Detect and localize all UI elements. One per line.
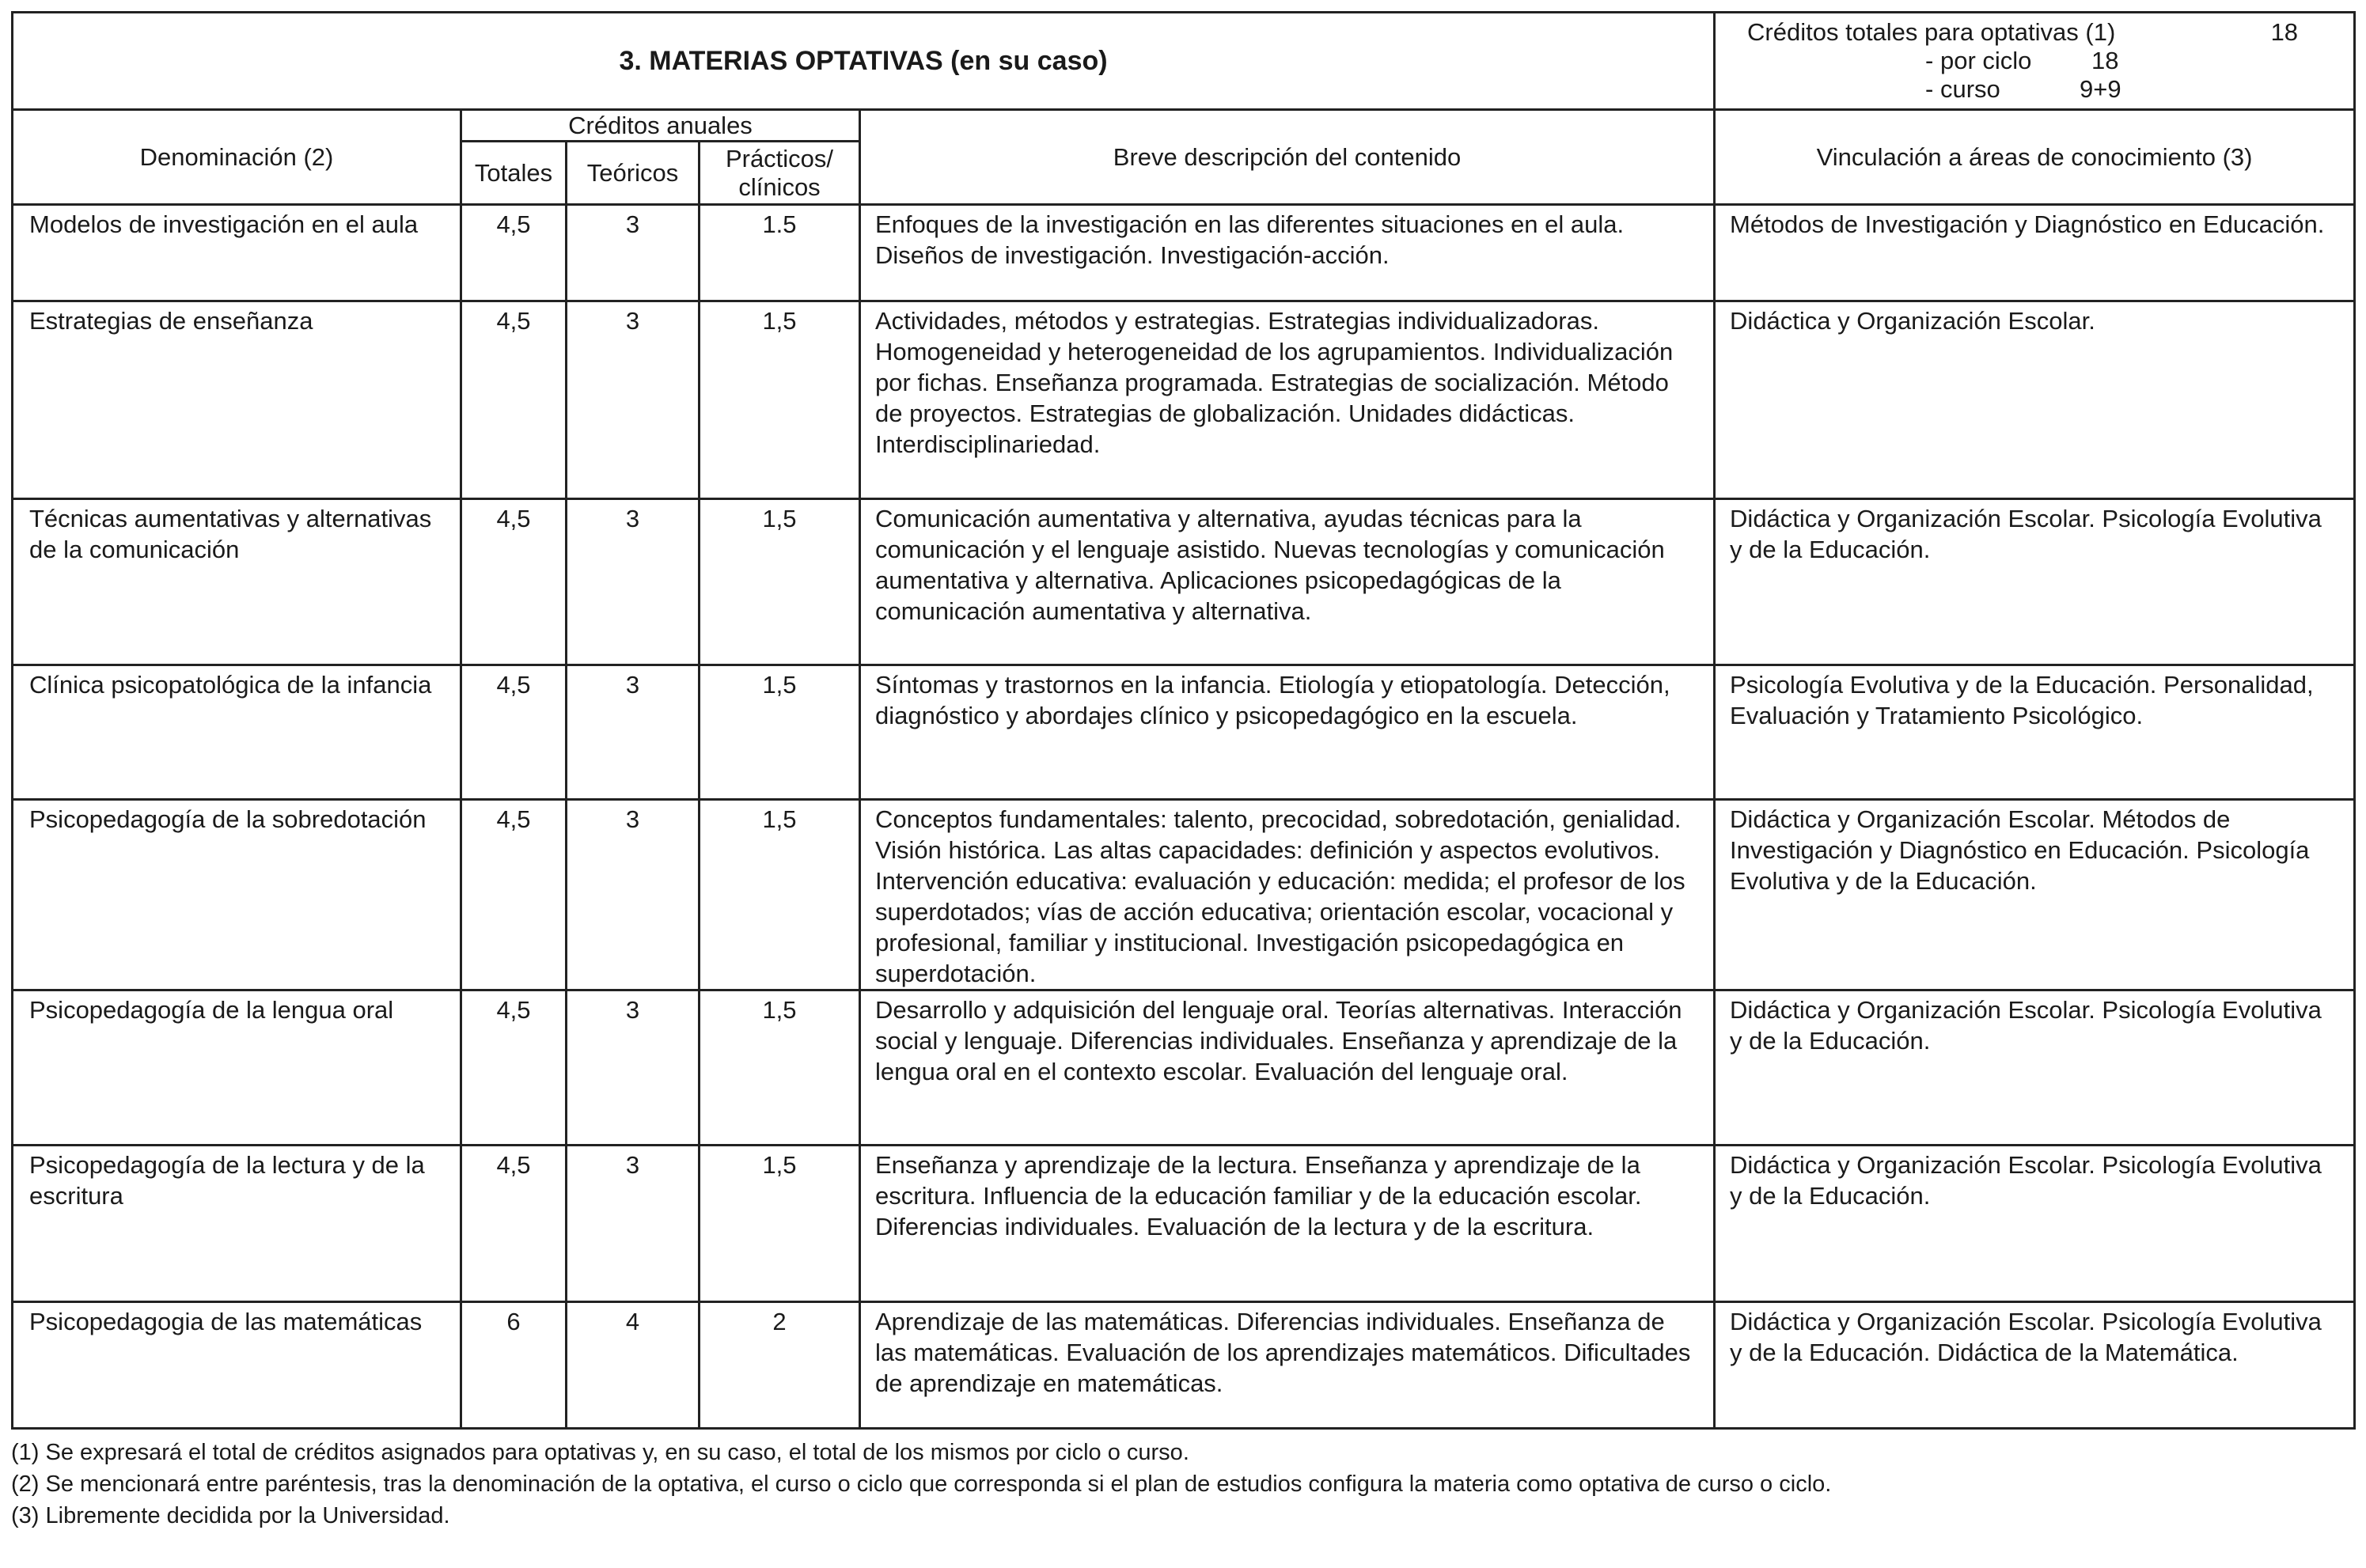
subject-areas: Didáctica y Organización Escolar. Psicología Evolutiva y de la Educación. (1715, 499, 2355, 665)
document-page (11, 11, 2353, 1430)
header-creditos-anuales: Créditos anuales (461, 110, 860, 142)
subject-description: Comunicación aumentativa y alternativa, ayudas técnicas para la comunicación y el lenguaje asistido. Nuevas tecnologías y comunicación aumentativa y alternativa. Aplicaciones psicopedagógicas de la comunicación aumentativa y alternativa. (860, 499, 1715, 665)
credits-ciclo-label: - por ciclo (1925, 47, 2032, 74)
subject-description: Actividades, métodos y estrategias. Estrategias individualizadoras. Homogeneidad y heterogeneidad de los agrupamientos. Individualización por fichas. Enseñanza programada. Estrategias de socialización. Método de proyectos. Estrategias de globalización. Unidades didácticas. Interdisciplinariedad. (860, 301, 1715, 499)
credits-ciclo-row (1747, 47, 2330, 75)
subject-description: Síntomas y trastornos en la infancia. Etiología y etiopatología. Detección, diagnóstico y abordajes clínico y psicopedagógico en la escuela. (860, 665, 1715, 800)
credits-teoricos: 3 (567, 1146, 700, 1302)
credits-practicos: 2 (700, 1302, 860, 1429)
table-row (13, 499, 2355, 665)
subject-description: Desarrollo y adquisición del lenguaje oral. Teorías alternativas. Interacción social y lenguaje. Diferencias individuales. Enseñanza y aprendizaje de la lengua oral en el contexto escolar. Evaluación del lenguaje oral. (860, 990, 1715, 1146)
subject-areas: Métodos de Investigación y Diagnóstico en Educación. (1715, 205, 2355, 301)
credits-practicos: 1,5 (700, 301, 860, 499)
subject-description: Enseñanza y aprendizaje de la lectura. Enseñanza y aprendizaje de la escritura. Influencia de la educación familiar y de la educación escolar. Diferencias individuales. Evaluación de la lectura y de la escritura. (860, 1146, 1715, 1302)
table-row (13, 1302, 2355, 1429)
subject-name: Estrategias de enseñanza (13, 301, 461, 499)
credits-teoricos: 3 (567, 205, 700, 301)
credits-curso-row (1747, 75, 2330, 104)
footnote-2: (2) Se mencionará entre paréntesis, tras la denominación de la optativa, el curso o ciclo que corresponda si el plan de estudios configura la materia como optativa de curso o ciclo. (11, 1471, 1832, 1497)
credits-total-value: 18 (2270, 18, 2299, 46)
subject-description: Aprendizaje de las matemáticas. Diferencias individuales. Enseñanza de las matemáticas. Evaluación de los aprendizajes matemáticos. Dificultades de aprendizaje en matemáticas. (860, 1302, 1715, 1429)
subject-name: Clínica psicopatológica de la infancia (13, 665, 461, 800)
subject-areas: Didáctica y Organización Escolar. Psicología Evolutiva y de la Educación. Didáctica de la Matemática. (1715, 1302, 2355, 1429)
credits-teoricos: 3 (567, 301, 700, 499)
header-denominacion: Denominación (2) (13, 110, 461, 205)
table-row (13, 800, 2355, 990)
subject-name: Modelos de investigación en el aula (13, 205, 461, 301)
header-vinculacion: Vinculación a áreas de conocimiento (3) (1715, 110, 2355, 205)
credits-totales: 4,5 (461, 301, 567, 499)
credits-totales: 4,5 (461, 1146, 567, 1302)
credits-practicos: 1,5 (700, 800, 860, 990)
credits-totales: 4,5 (461, 800, 567, 990)
credits-teoricos: 3 (567, 800, 700, 990)
table-row (13, 205, 2355, 301)
credits-ciclo-value: 18 (2091, 47, 2119, 74)
subject-areas: Psicología Evolutiva y de la Educación. Personalidad, Evaluación y Tratamiento Psicológico. (1715, 665, 2355, 800)
credits-totales: 4,5 (461, 665, 567, 800)
header-descripcion: Breve descripción del contenido (860, 110, 1715, 205)
header-totales: Totales (461, 142, 567, 205)
subject-name: Técnicas aumentativas y alternativas de la comunicación (13, 499, 461, 665)
credits-practicos: 1.5 (700, 205, 860, 301)
credits-totales: 4,5 (461, 499, 567, 665)
subject-description: Enfoques de la investigación en las diferentes situaciones en el aula. Diseños de investigación. Investigación-acción. (860, 205, 1715, 301)
subject-name: Psicopedagogía de la lectura y de la escritura (13, 1146, 461, 1302)
subject-areas: Didáctica y Organización Escolar. Métodos de Investigación y Diagnóstico en Educación. Psicología Evolutiva y de la Educación. (1715, 800, 2355, 990)
subject-areas: Didáctica y Organización Escolar. (1715, 301, 2355, 499)
credits-teoricos: 3 (567, 665, 700, 800)
header-teoricos: Teóricos (567, 142, 700, 205)
optional-subjects-table (11, 11, 2356, 1430)
subject-areas: Didáctica y Organización Escolar. Psicología Evolutiva y de la Educación. (1715, 990, 2355, 1146)
credits-total-row (1747, 18, 2330, 47)
footnote-1: (1) Se expresará el total de créditos asignados para optativas y, en su caso, el total de los mismos por ciclo o curso. (11, 1440, 1189, 1465)
title-row (13, 13, 2355, 110)
credits-totales: 4,5 (461, 990, 567, 1146)
subject-areas: Didáctica y Organización Escolar. Psicología Evolutiva y de la Educación. (1715, 1146, 2355, 1302)
credits-curso-label: - curso (1925, 75, 2000, 103)
section-title: 3. MATERIAS OPTATIVAS (en su caso) (13, 13, 1715, 110)
header-row-1 (13, 110, 2355, 142)
table-row (13, 665, 2355, 800)
credits-practicos: 1,5 (700, 1146, 860, 1302)
table-row (13, 1146, 2355, 1302)
credits-total-label: Créditos totales para optativas (1) (1747, 18, 2116, 46)
table-row (13, 301, 2355, 499)
credits-practicos: 1,5 (700, 665, 860, 800)
credits-curso-value: 9+9 (2080, 75, 2121, 103)
header-practicos: Prácticos/ clínicos (700, 142, 860, 205)
subject-description: Conceptos fundamentales: talento, precocidad, sobredotación, genialidad. Visión histórica. Las altas capacidades: definición y aspectos evolutivos. Intervención educativa: evaluación y educación: medida; el profesor de los superdotados; vías de acción educativa; orientación escolar, vocacional y profesional, familiar y institucional. Investigación psicopedagógica en superdotación. (860, 800, 1715, 990)
credits-practicos: 1,5 (700, 499, 860, 665)
credits-practicos: 1,5 (700, 990, 860, 1146)
subject-name: Psicopedagogía de la lengua oral (13, 990, 461, 1146)
subject-name: Psicopedagogía de la sobredotación (13, 800, 461, 990)
footnotes (11, 1437, 1831, 1532)
credits-teoricos: 4 (567, 1302, 700, 1429)
footnote-3: (3) Libremente decidida por la Universidad. (11, 1503, 450, 1528)
credits-teoricos: 3 (567, 499, 700, 665)
credits-summary (1715, 13, 2355, 110)
credits-totales: 6 (461, 1302, 567, 1429)
table-row (13, 990, 2355, 1146)
credits-totales: 4,5 (461, 205, 567, 301)
credits-teoricos: 3 (567, 990, 700, 1146)
subject-name: Psicopedagogia de las matemáticas (13, 1302, 461, 1429)
